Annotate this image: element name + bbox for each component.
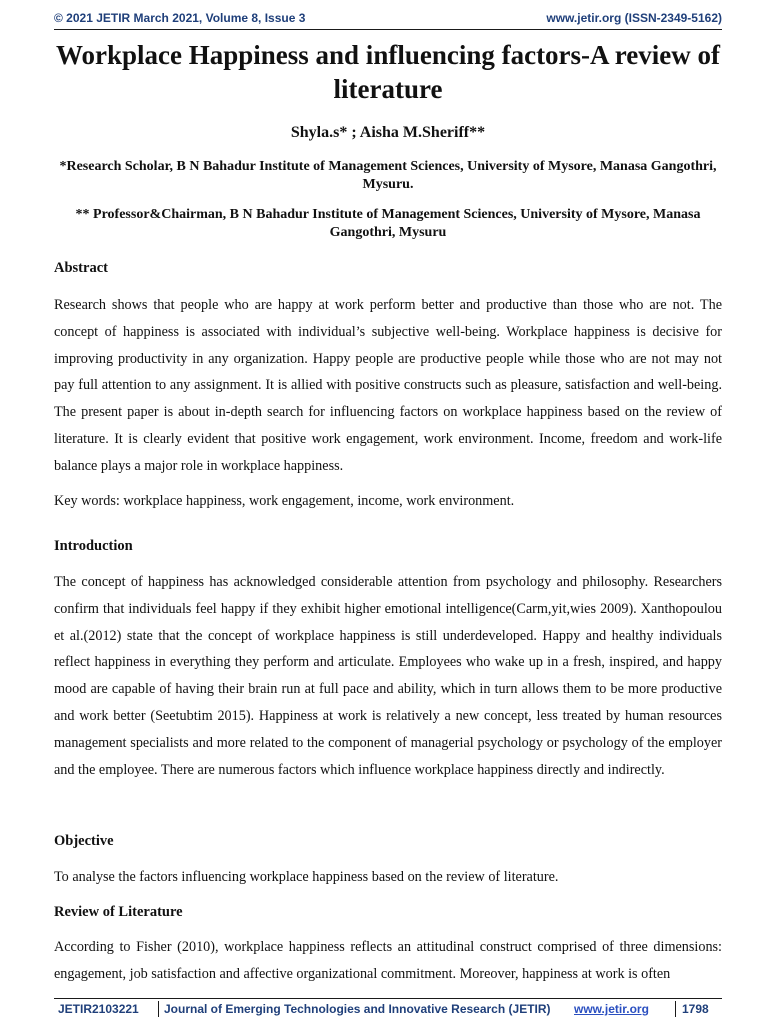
- footer-divider: [158, 1001, 159, 1017]
- author-line: Shyla.s* ; Aisha M.Sheriff**: [290, 124, 486, 141]
- affiliation-2: ** Professor&Chairman, B N Bahadur Institute of Management Sciences, University of Mysore, Manasa Gangothri, Mysuru: [75, 207, 701, 240]
- review-text: According to Fisher (2010), workplace happiness reflects an attitudinal construct comprised of three dimensions: engagement, job satisfaction and affective organizational commitment. Moreover, happiness at work is often: [54, 939, 722, 982]
- article-id: JETIR2103221: [58, 1002, 139, 1016]
- abstract-text: Research shows that people who are happy at work perform better and productive than those who are not. The concept of happiness is associated with individual’s subjective well-being. Workplace happiness is decisive for improving productivity in any organization. Happy people are productive people while those who are not may not pay full attention to any assignment. It is allied with positive constructs such as pleasure, satisfaction and well-being. The present paper is about in-depth search for influencing factors on workplace happiness based on the review of literature. It is clearly evident that positive work engagement, work environment. Income, freedom and work-life balance plays a major role in workplace happiness.: [54, 297, 722, 474]
- keywords: Key words: workplace happiness, work engagement, income, work environment.: [54, 493, 515, 509]
- affiliation-1: *Research Scholar, B N Bahadur Institute of Management Sciences, University of Mysore, Manasa Gangothri, Mysuru.: [59, 159, 717, 192]
- journal-issue-info: © 2021 JETIR March 2021, Volume 8, Issue 3: [54, 11, 306, 25]
- review-heading: Review of Literature: [54, 904, 183, 920]
- running-header: [54, 9, 722, 30]
- introduction-heading: Introduction: [54, 538, 133, 554]
- journal-url-issn[interactable]: www.jetir.org (ISSN-2349-5162): [546, 11, 722, 25]
- paper-title: Workplace Happiness and influencing factors-A review of literature: [55, 40, 721, 104]
- running-footer: [54, 998, 722, 1019]
- objective-text: To analyse the factors influencing workplace happiness based on the review of literature.: [54, 869, 559, 885]
- introduction-text: The concept of happiness has acknowledged considerable attention from psychology and philosophy. Researchers confirm that individuals feel happy if they exhibit higher emotional intelligence(Carm,yit,wies 2009). Xanthopoulou et al.(2012) state that the concept of workplace happiness is still underdeveloped. Happy and healthy individuals reflect happiness in everything they perform and articulate. Employees who wake up in a fresh, inspired, and happy mood are capable of having their brain run at full pace and ability, which in turn allows them to be more productive and work better (Seetubtim 2015). Happiness at work is relatively a new concept, less treated by human resources management specialists and more related to the component of managerial psychology or psychology of the employer and the employee. There are numerous factors which influence workplace happiness directly and indirectly.: [54, 574, 722, 778]
- abstract-heading: Abstract: [54, 260, 108, 276]
- footer-divider: [675, 1001, 676, 1017]
- objective-heading: Objective: [54, 833, 114, 849]
- journal-name: Journal of Emerging Technologies and Innovative Research (JETIR): [164, 1002, 551, 1016]
- journal-link[interactable]: www.jetir.org: [574, 1002, 649, 1016]
- page-number: 1798: [682, 1002, 709, 1016]
